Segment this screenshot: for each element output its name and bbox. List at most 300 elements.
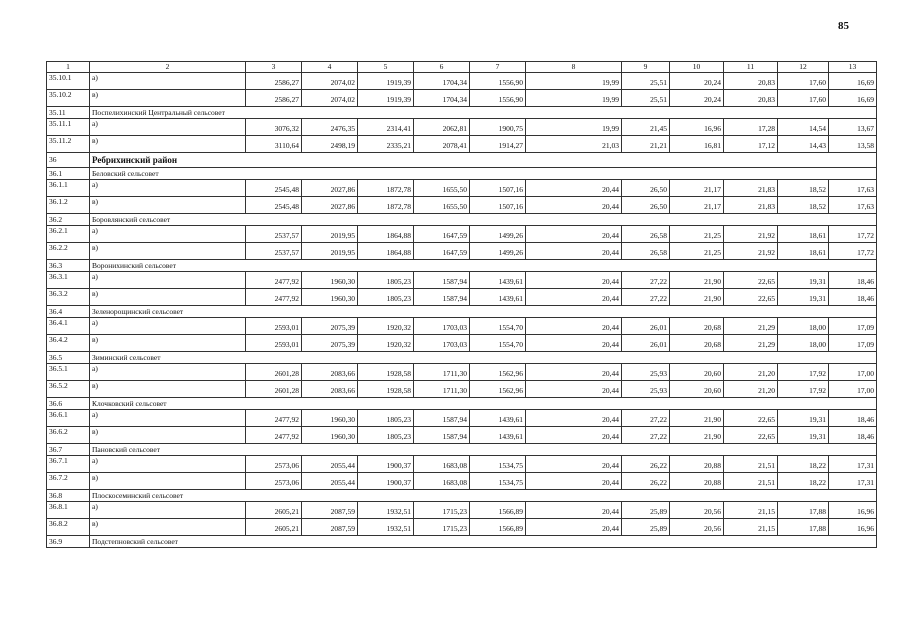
row-subitem: в): [90, 335, 246, 352]
value-cell: 17,09: [829, 318, 877, 335]
value-cell: 22,65: [724, 410, 778, 427]
table-row: [47, 136, 877, 153]
value-cell: 20,44: [526, 318, 622, 335]
value-cell: 1704,34: [414, 90, 470, 107]
value-cell: 1872,78: [358, 180, 414, 197]
row-code: 36.4.2: [47, 335, 90, 352]
value-cell: 1507,16: [470, 180, 526, 197]
value-cell: 2314,41: [358, 119, 414, 136]
value-cell: 1499,26: [470, 226, 526, 243]
value-cell: 1715,23: [414, 519, 470, 536]
header-cell: 4: [302, 62, 358, 73]
value-cell: 18,52: [778, 180, 829, 197]
value-cell: 1711,30: [414, 364, 470, 381]
value-cell: 26,50: [622, 180, 670, 197]
table-row: [47, 456, 877, 473]
value-cell: 20,44: [526, 272, 622, 289]
value-cell: 20,88: [670, 456, 724, 473]
value-cell: 20,44: [526, 502, 622, 519]
value-cell: 1587,94: [414, 289, 470, 306]
row-code: 36.3.1: [47, 272, 90, 289]
value-cell: 20,68: [670, 318, 724, 335]
value-cell: 2083,66: [302, 364, 358, 381]
row-subitem: а): [90, 73, 246, 90]
value-cell: 18,46: [829, 410, 877, 427]
value-cell: 22,65: [724, 272, 778, 289]
row-subitem: в): [90, 136, 246, 153]
row-code: 35.10.2: [47, 90, 90, 107]
value-cell: 14,54: [778, 119, 829, 136]
row-code: 36.1.2: [47, 197, 90, 214]
row-subitem: а): [90, 180, 246, 197]
value-cell: 20,44: [526, 456, 622, 473]
row-code: 36.5.1: [47, 364, 90, 381]
value-cell: 1919,39: [358, 90, 414, 107]
row-code: 36.7.1: [47, 456, 90, 473]
value-cell: 20,44: [526, 427, 622, 444]
table-row: [47, 364, 877, 381]
value-cell: 17,92: [778, 364, 829, 381]
value-cell: 3110,64: [246, 136, 302, 153]
value-cell: 1554,70: [470, 318, 526, 335]
section-row: [47, 214, 877, 226]
row-subitem: а): [90, 272, 246, 289]
value-cell: 1928,58: [358, 381, 414, 398]
header-cell: 10: [670, 62, 724, 73]
value-cell: 20,44: [526, 519, 622, 536]
value-cell: 18,61: [778, 243, 829, 260]
section-label: Подстепновский сельсовет: [90, 536, 877, 548]
value-cell: 2593,01: [246, 318, 302, 335]
value-cell: 19,31: [778, 289, 829, 306]
district-label: Ребрихинский район: [90, 153, 877, 168]
table-row: [47, 502, 877, 519]
value-cell: 18,46: [829, 272, 877, 289]
value-cell: 2074,02: [302, 73, 358, 90]
value-cell: 2477,92: [246, 272, 302, 289]
value-cell: 21,20: [724, 364, 778, 381]
value-cell: 1864,88: [358, 243, 414, 260]
value-cell: 2537,57: [246, 243, 302, 260]
table-row: [47, 197, 877, 214]
row-code: 36.1.1: [47, 180, 90, 197]
value-cell: 1587,94: [414, 272, 470, 289]
value-cell: 1566,89: [470, 502, 526, 519]
value-cell: 18,52: [778, 197, 829, 214]
value-cell: 1704,34: [414, 73, 470, 90]
section-row: [47, 107, 877, 119]
header-cell: 13: [829, 62, 877, 73]
value-cell: 17,31: [829, 473, 877, 490]
section-label: Клочковский сельсовет: [90, 398, 877, 410]
value-cell: 26,22: [622, 456, 670, 473]
table-row: [47, 473, 877, 490]
value-cell: 26,22: [622, 473, 670, 490]
value-cell: 20,44: [526, 197, 622, 214]
value-cell: 2055,44: [302, 473, 358, 490]
header-cell: 1: [47, 62, 90, 73]
row-subitem: в): [90, 90, 246, 107]
value-cell: 27,22: [622, 289, 670, 306]
value-cell: 2545,48: [246, 197, 302, 214]
value-cell: 17,72: [829, 226, 877, 243]
section-label: Боровлянский сельсовет: [90, 214, 877, 226]
table-row: [47, 519, 877, 536]
value-cell: 1960,30: [302, 289, 358, 306]
value-cell: 21,92: [724, 243, 778, 260]
value-cell: 2335,21: [358, 136, 414, 153]
value-cell: 21,15: [724, 519, 778, 536]
table-row: [47, 289, 877, 306]
value-cell: 1932,51: [358, 519, 414, 536]
value-cell: 26,58: [622, 226, 670, 243]
value-cell: 25,89: [622, 519, 670, 536]
row-code: 36.8: [47, 490, 90, 502]
value-cell: 19,31: [778, 427, 829, 444]
table-row: [47, 318, 877, 335]
section-label: Пановский сельсовет: [90, 444, 877, 456]
section-row: [47, 306, 877, 318]
value-cell: 19,99: [526, 90, 622, 107]
value-cell: 21,90: [670, 272, 724, 289]
value-cell: 2075,39: [302, 335, 358, 352]
value-cell: 1439,61: [470, 289, 526, 306]
row-code: 36.7.2: [47, 473, 90, 490]
row-code: 35.11.2: [47, 136, 90, 153]
value-cell: 18,22: [778, 456, 829, 473]
value-cell: 16,81: [670, 136, 724, 153]
row-code: 36.7: [47, 444, 90, 456]
value-cell: 27,22: [622, 410, 670, 427]
table-row: [47, 119, 877, 136]
value-cell: 20,44: [526, 180, 622, 197]
value-cell: 2055,44: [302, 456, 358, 473]
value-cell: 21,21: [622, 136, 670, 153]
value-cell: 20,44: [526, 410, 622, 427]
value-cell: 1554,70: [470, 335, 526, 352]
value-cell: 1932,51: [358, 502, 414, 519]
header-cell: 9: [622, 62, 670, 73]
row-code: 36.2.1: [47, 226, 90, 243]
value-cell: 1439,61: [470, 410, 526, 427]
value-cell: 1439,61: [470, 427, 526, 444]
district-row: [47, 153, 877, 168]
value-cell: 1703,03: [414, 335, 470, 352]
value-cell: 1711,30: [414, 381, 470, 398]
value-cell: 20,24: [670, 73, 724, 90]
value-cell: 18,00: [778, 335, 829, 352]
value-cell: 1920,32: [358, 335, 414, 352]
value-cell: 19,31: [778, 272, 829, 289]
row-code: 35.11: [47, 107, 90, 119]
value-cell: 1805,23: [358, 289, 414, 306]
value-cell: 25,89: [622, 502, 670, 519]
value-cell: 2573,06: [246, 456, 302, 473]
section-row: [47, 398, 877, 410]
row-subitem: а): [90, 226, 246, 243]
row-code: 36.4.1: [47, 318, 90, 335]
row-subitem: а): [90, 364, 246, 381]
section-label: Зиминский сельсовет: [90, 352, 877, 364]
value-cell: 26,58: [622, 243, 670, 260]
value-cell: 20,44: [526, 226, 622, 243]
value-cell: 20,56: [670, 519, 724, 536]
value-cell: 2477,92: [246, 289, 302, 306]
table-row: [47, 180, 877, 197]
row-subitem: в): [90, 289, 246, 306]
value-cell: 2593,01: [246, 335, 302, 352]
value-cell: 1534,75: [470, 473, 526, 490]
row-subitem: а): [90, 502, 246, 519]
value-cell: 2087,59: [302, 502, 358, 519]
value-cell: 21,92: [724, 226, 778, 243]
value-cell: 1928,58: [358, 364, 414, 381]
value-cell: 2087,59: [302, 519, 358, 536]
page-number: 85: [838, 20, 849, 32]
value-cell: 1556,90: [470, 73, 526, 90]
section-row: [47, 536, 877, 548]
value-cell: 21,25: [670, 243, 724, 260]
row-code: 36.8.2: [47, 519, 90, 536]
value-cell: 20,44: [526, 289, 622, 306]
value-cell: 26,01: [622, 335, 670, 352]
value-cell: 2019,95: [302, 243, 358, 260]
value-cell: 1900,37: [358, 473, 414, 490]
header-cell: 11: [724, 62, 778, 73]
table-row: [47, 427, 877, 444]
value-cell: 13,58: [829, 136, 877, 153]
value-cell: 17,72: [829, 243, 877, 260]
value-cell: 16,96: [829, 519, 877, 536]
row-code: 36.6.1: [47, 410, 90, 427]
row-subitem: а): [90, 456, 246, 473]
value-cell: 2027,86: [302, 180, 358, 197]
row-code: 36.5.2: [47, 381, 90, 398]
value-cell: 21,45: [622, 119, 670, 136]
value-cell: 20,88: [670, 473, 724, 490]
value-cell: 17,28: [724, 119, 778, 136]
value-cell: 17,31: [829, 456, 877, 473]
value-cell: 1562,96: [470, 364, 526, 381]
row-code: 35.11.1: [47, 119, 90, 136]
value-cell: 17,92: [778, 381, 829, 398]
row-subitem: а): [90, 410, 246, 427]
value-cell: 1960,30: [302, 410, 358, 427]
value-cell: 2477,92: [246, 410, 302, 427]
value-cell: 1914,27: [470, 136, 526, 153]
value-cell: 25,51: [622, 73, 670, 90]
value-cell: 17,88: [778, 502, 829, 519]
row-code: 36: [47, 153, 90, 168]
value-cell: 1715,23: [414, 502, 470, 519]
value-cell: 1805,23: [358, 272, 414, 289]
row-code: 36.9: [47, 536, 90, 548]
value-cell: 2477,92: [246, 427, 302, 444]
value-cell: 1587,94: [414, 410, 470, 427]
value-cell: 2476,35: [302, 119, 358, 136]
value-cell: 17,60: [778, 73, 829, 90]
row-code: 36.1: [47, 168, 90, 180]
row-subitem: а): [90, 119, 246, 136]
value-cell: 21,17: [670, 180, 724, 197]
section-row: [47, 490, 877, 502]
value-cell: 17,88: [778, 519, 829, 536]
value-cell: 14,43: [778, 136, 829, 153]
value-cell: 1439,61: [470, 272, 526, 289]
value-cell: 21,51: [724, 473, 778, 490]
value-cell: 16,69: [829, 73, 877, 90]
value-cell: 25,93: [622, 381, 670, 398]
row-subitem: в): [90, 519, 246, 536]
table-row: [47, 335, 877, 352]
value-cell: 1647,59: [414, 243, 470, 260]
section-label: Зеленорощинский сельсовет: [90, 306, 877, 318]
value-cell: 2586,27: [246, 73, 302, 90]
value-cell: 21,90: [670, 410, 724, 427]
value-cell: 1805,23: [358, 427, 414, 444]
value-cell: 1562,96: [470, 381, 526, 398]
header-cell: 2: [90, 62, 246, 73]
header-cell: 3: [246, 62, 302, 73]
value-cell: 2075,39: [302, 318, 358, 335]
value-cell: 2605,21: [246, 519, 302, 536]
value-cell: 21,83: [724, 180, 778, 197]
value-cell: 21,25: [670, 226, 724, 243]
tariff-table: [46, 61, 877, 548]
value-cell: 18,61: [778, 226, 829, 243]
row-code: 36.2.2: [47, 243, 90, 260]
header-cell: 8: [526, 62, 622, 73]
table-row: [47, 243, 877, 260]
value-cell: 2573,06: [246, 473, 302, 490]
value-cell: 20,68: [670, 335, 724, 352]
value-cell: 18,46: [829, 427, 877, 444]
row-subitem: а): [90, 318, 246, 335]
value-cell: 20,56: [670, 502, 724, 519]
value-cell: 21,83: [724, 197, 778, 214]
value-cell: 1566,89: [470, 519, 526, 536]
value-cell: 16,69: [829, 90, 877, 107]
table-row: [47, 226, 877, 243]
section-label: Плоскосеминский сельсовет: [90, 490, 877, 502]
value-cell: 2601,28: [246, 381, 302, 398]
row-subitem: в): [90, 243, 246, 260]
value-cell: 25,51: [622, 90, 670, 107]
value-cell: 25,93: [622, 364, 670, 381]
value-cell: 17,00: [829, 364, 877, 381]
value-cell: 2605,21: [246, 502, 302, 519]
header-cell: 6: [414, 62, 470, 73]
row-code: 36.5: [47, 352, 90, 364]
value-cell: 17,63: [829, 197, 877, 214]
value-cell: 13,67: [829, 119, 877, 136]
section-label: Поспелихинский Центральный сельсовет: [90, 107, 877, 119]
section-row: [47, 260, 877, 272]
table-row: [47, 73, 877, 90]
section-label: Воронихинский сельсовет: [90, 260, 877, 272]
value-cell: 2078,41: [414, 136, 470, 153]
value-cell: 1703,03: [414, 318, 470, 335]
value-cell: 3076,32: [246, 119, 302, 136]
value-cell: 20,83: [724, 73, 778, 90]
value-cell: 1920,32: [358, 318, 414, 335]
value-cell: 2537,57: [246, 226, 302, 243]
value-cell: 2027,86: [302, 197, 358, 214]
table-row: [47, 381, 877, 398]
row-code: 36.6: [47, 398, 90, 410]
value-cell: 2498,19: [302, 136, 358, 153]
value-cell: 20,83: [724, 90, 778, 107]
value-cell: 1647,59: [414, 226, 470, 243]
value-cell: 21,90: [670, 427, 724, 444]
value-cell: 18,00: [778, 318, 829, 335]
value-cell: 19,99: [526, 119, 622, 136]
value-cell: 1587,94: [414, 427, 470, 444]
value-cell: 1900,37: [358, 456, 414, 473]
value-cell: 17,00: [829, 381, 877, 398]
value-cell: 27,22: [622, 272, 670, 289]
value-cell: 1960,30: [302, 272, 358, 289]
row-subitem: в): [90, 473, 246, 490]
value-cell: 21,51: [724, 456, 778, 473]
value-cell: 1864,88: [358, 226, 414, 243]
value-cell: 20,44: [526, 381, 622, 398]
table-row: [47, 410, 877, 427]
value-cell: 21,20: [724, 381, 778, 398]
value-cell: 2083,66: [302, 381, 358, 398]
header-row: [47, 62, 877, 73]
section-row: [47, 352, 877, 364]
value-cell: 16,96: [829, 502, 877, 519]
row-code: 36.6.2: [47, 427, 90, 444]
header-cell: 5: [358, 62, 414, 73]
value-cell: 2074,02: [302, 90, 358, 107]
value-cell: 27,22: [622, 427, 670, 444]
value-cell: 18,46: [829, 289, 877, 306]
value-cell: 21,29: [724, 318, 778, 335]
row-code: 36.4: [47, 306, 90, 318]
value-cell: 1655,50: [414, 180, 470, 197]
value-cell: 18,22: [778, 473, 829, 490]
section-row: [47, 444, 877, 456]
table-row: [47, 272, 877, 289]
section-row: [47, 168, 877, 180]
value-cell: 2019,95: [302, 226, 358, 243]
value-cell: 2586,27: [246, 90, 302, 107]
row-code: 36.8.1: [47, 502, 90, 519]
value-cell: 21,03: [526, 136, 622, 153]
value-cell: 2062,81: [414, 119, 470, 136]
value-cell: 17,12: [724, 136, 778, 153]
value-cell: 1919,39: [358, 73, 414, 90]
value-cell: 19,99: [526, 73, 622, 90]
value-cell: 26,01: [622, 318, 670, 335]
value-cell: 21,17: [670, 197, 724, 214]
value-cell: 1556,90: [470, 90, 526, 107]
value-cell: 17,09: [829, 335, 877, 352]
value-cell: 1507,16: [470, 197, 526, 214]
value-cell: 1655,50: [414, 197, 470, 214]
section-label: Беловский сельсовет: [90, 168, 877, 180]
header-cell: 12: [778, 62, 829, 73]
value-cell: 17,63: [829, 180, 877, 197]
value-cell: 1872,78: [358, 197, 414, 214]
value-cell: 1683,08: [414, 456, 470, 473]
value-cell: 20,60: [670, 364, 724, 381]
table-row: [47, 90, 877, 107]
value-cell: 20,44: [526, 473, 622, 490]
row-subitem: в): [90, 427, 246, 444]
